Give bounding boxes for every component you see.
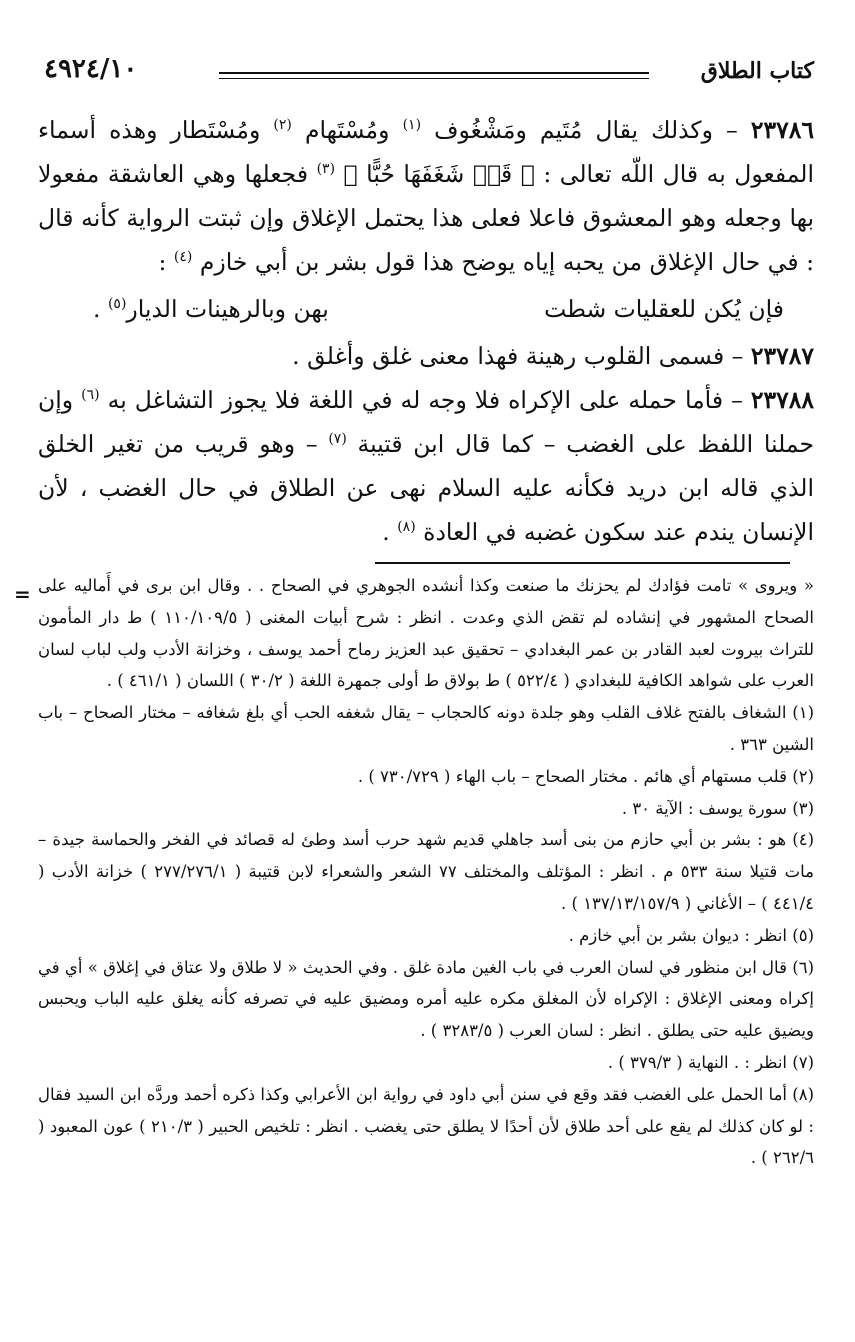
- footnote-ref[interactable]: (٧): [328, 431, 347, 448]
- header-rule-thin: [219, 78, 649, 79]
- footnote-continued: « ويروى » تامت فؤادك لم يحزنك ما صنعت وكذا أنشده الجوهري في الصحاح . . وقال ابن برى في أَماليه على الصحاح المشهور في إنشاده لم تقض الذي وعدت . انظر : شرح أبيات المغنى ( ١١٠/١٠٩/٥ ) ط دار المأمون للتراث بيروت لعبد القادر بن عمر البغدادي – تحقيق عبد العزيز رماح أحمد يوسف ، وخزانة الأدب ولب لباب لسان العرب على شواهد الكافية للبغدادي ( ٥٢٢/٤ ) ط بولاق ط أولى جمهرة اللغة ( ٣٠/٢ ) اللسان ( ٤٦١/١ ) .: [38, 576, 815, 691]
- footnote-ref[interactable]: (٦): [81, 387, 100, 404]
- paragraph-text: ومُسْتَطار وهذه أسماء المفعول به قال اللّه تعالى : ﴿ قَدۡ شَغَفَهَا حُبًّا ﴾: [38, 116, 814, 188]
- paragraph-number: ٢٣٧٨٧: [750, 342, 814, 370]
- footnote-ref[interactable]: (٥): [107, 296, 127, 313]
- paragraph-text: ومُسْتَهام: [291, 116, 403, 144]
- paragraph-23788: [38, 378, 814, 554]
- paragraph-number: ٢٣٧٨٨: [750, 386, 814, 414]
- footnote-4: (٤) هو : بشر بن أبي حازم من بنى أسد جاهلي قديم شهد حرب أسد وطئ له قصائد في الفخر والحماسة جيدة – مات قتيلا سنة ٥٣٣ م . انظر : المؤتلف والمختلف ٧٧ الشعر والشعراء لابن قتيبة ( ٢٧٧/٢٧٦/١ ) خزانة الأدب ( ٤٤١/٤ ) – الأغاني ( ١٣٧/١٣/١٥٧/٩ ) .: [38, 830, 814, 913]
- verse-second-hemistich: [93, 284, 329, 334]
- verse-text: بهن وبالرهينات الديار: [126, 295, 329, 323]
- footnote-ref[interactable]: (٣): [316, 161, 336, 178]
- paragraph-text: :: [158, 248, 174, 276]
- paragraph-23786: [38, 108, 814, 284]
- paragraph-text: – وهو قريب من تغير الخلق الذي قاله ابن دريد فكأنه عليه السلام نهى عن الطلاق في حال الغضب ، لأن الإنسان يندم عند سكون غضبه في العادة: [38, 430, 814, 546]
- poetry-verse: [38, 284, 814, 334]
- running-header: [44, 52, 814, 92]
- main-text: [38, 108, 814, 554]
- verse-first-hemistich: فإن يُكن للعقليات شطت: [544, 295, 784, 323]
- paragraph-number: ٢٣٧٨٦: [750, 116, 814, 144]
- footnote-2: (٢) قلب مستهام أي هائم . مختار الصحاح – باب الهاء ( ٧٣٠/٧٢٩ ) .: [357, 766, 814, 786]
- footnote-6: (٦) قال ابن منظور في لسان العرب في باب الغين مادة غلق . وفي الحديث « لا طلاق ولا عتاق في إغلاق » أي في إكراه ومعنى الإغلاق : الإكراه لأن المغلق مكره عليه أمره ومضيق عليه في تصرفه كأنه يغلق عليه الباب ويحبس ويضيق عليه حتى يطلق . انظر : لسان العرب ( ٣٢٨٣/٥ ) .: [38, 957, 814, 1041]
- paragraph-text: – وكذلك يقال مُتَيم ومَشْغُوف: [421, 116, 751, 144]
- footnote-7: (٧) انظر : . النهاية ( ٣٧٩/٣ ) .: [607, 1052, 814, 1072]
- paragraph-text: .: [382, 518, 398, 546]
- footnote-3: (٣) سورة يوسف : الآية ٣٠ .: [621, 798, 814, 818]
- verse-end: .: [93, 295, 108, 323]
- footnote-ref[interactable]: (٨): [397, 519, 416, 536]
- page-number: ٤٩٢٤/١٠: [44, 54, 138, 84]
- footnote-1: (١) الشغاف بالفتح غلاف القلب وهو جلدة دونه كالحجاب – يقال شغفه الحب أي بلغ شغافه – مختار الصحاح – باب الشين ٣٦٣ .: [38, 703, 814, 754]
- footnote-ref[interactable]: (٤): [173, 249, 193, 266]
- footnote-ref[interactable]: (١): [402, 117, 422, 134]
- paragraph-23787: [38, 334, 814, 378]
- paragraph-text: – فأما حمله على الإكراه فلا وجه له في اللغة فلا يجوز التشاغل به: [99, 386, 751, 414]
- footnote-8: (٨) أما الحمل على الغضب فقد وقع في سنن أبي داود في رواية ابن الأعرابي وكذا ذكره أحمد وردَّه ابن السيد فقال : لو كان كذلك لم يقع على أحد طلاق لأن أحدًا لا يطلق حتى يغضب . انظر : تلخيص الحبير ( ٢١٠/٣ ) عون المعبود ( ٢٦٢/٦ ) .: [38, 1084, 814, 1168]
- chapter-title: كتاب الطلاق: [700, 58, 814, 84]
- footnote-5: (٥) انظر : ديوان بشر بن أبي خازم .: [568, 925, 814, 945]
- paragraph-text: وإن حملنا اللفظ على الغضب – كما قال ابن قتيبة: [38, 386, 814, 458]
- continuation-marker: =: [14, 582, 31, 606]
- paragraph-text: – فسمى القلوب رهينة فهذا معنى غلق وأغلق .: [292, 342, 751, 370]
- paragraph-text: فجعلها وهي العاشقة مفعولا بها وجعله وهو المعشوق فاعلا فعلى هذا يحتمل الإغلاق وإن ثبتت الرواية كأنه قال : في حال الإغلاق من يحبه إياه يوضح هذا قول بشر بن أبي خازم: [38, 160, 814, 276]
- header-rule: [219, 72, 649, 74]
- footnote-divider: [375, 562, 790, 564]
- footnote-ref[interactable]: (٢): [273, 117, 292, 134]
- footnotes: [38, 570, 814, 1174]
